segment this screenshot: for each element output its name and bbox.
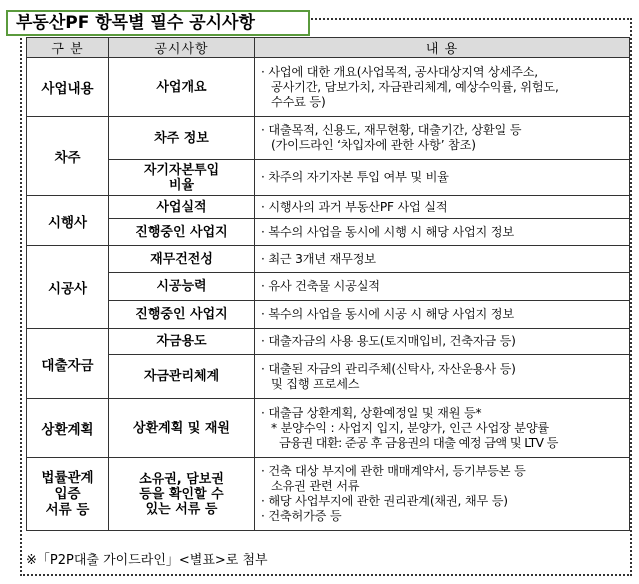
page-title: 부동산PF 항목별 필수 공시사항 [6,10,310,36]
item-cell: 차주 정보 [109,117,255,160]
content-line: · 건축 대상 부지에 관한 매매계약서, 등기부등본 등 [261,464,526,478]
content-line: · 대출목적, 신용도, 재무현황, 대출기간, 상환일 등 [261,123,522,137]
table-row [27,246,630,273]
content-line: · 건축허가증 등 [261,509,342,523]
header-category: 구 분 [27,38,109,58]
item-line: 등을 확인할 수 [139,486,224,502]
content-line: · 유사 건축물 시공실적 [261,279,380,293]
item-cell: 자금관리체계 [109,355,255,399]
item-cell: 재무건전성 [109,246,255,273]
category-cell: 시행사 [27,196,109,246]
content-cell [255,196,630,219]
header-content: 내 용 [255,38,630,58]
content-line: 및 집행 프로세스 [271,376,360,391]
content-line: 소유권 관련 서류 [271,479,360,493]
content-cell [255,355,630,399]
content-line: · 대출된 자금의 관리주체(신탁사, 자산운용사 등) [261,361,516,376]
table-row [27,196,630,219]
table-row [27,399,630,458]
item-cell: 사업실적 [109,196,255,219]
content-cell [255,399,630,458]
content-line: 수수료 등) [271,94,326,109]
content-cell [255,329,630,355]
content-cell [255,58,630,117]
table-row [27,458,630,531]
content-cell [255,273,630,301]
header-item: 공시사항 [109,38,255,58]
content-cell [255,219,630,246]
content-line: · 시행사의 과거 부동산PF 사업 실적 [261,199,448,214]
category-cell: 차주 [27,117,109,196]
category-cell [27,458,109,531]
content-line: 공사기간, 담보가치, 자금관리체계, 예상수익률, 위험도, [271,79,559,94]
item-cell: 상환계획 및 재원 [109,399,255,458]
item-cell: 진행중인 사업지 [109,219,255,246]
item-line: 있는 서류 등 [145,501,218,517]
content-line: 금융권 대환: 준공 후 금융권의 대출 예정 금액 및 LTV 등 [279,435,558,450]
footnote: ※「P2P대출 가이드라인」<별표>로 첨부 [26,553,268,568]
table-row [27,273,630,301]
content-line: · 사업에 대한 개요(사업목적, 공사대상지역 상세주소, [261,64,538,79]
table-row [27,117,630,160]
content-cell [255,301,630,329]
content-line: · 해당 사업부지에 관한 권리관계(채권, 채무 등) [261,494,508,508]
item-cell: 자금용도 [109,329,255,355]
table-row [27,329,630,355]
content-line: · 최근 3개년 재무정보 [261,251,376,266]
content-line: * 분양수익 : 사업지 입지, 분양가, 인근 사업장 분양률 [271,420,550,435]
content-line: · 복수의 사업을 동시에 시행 시 해당 사업지 정보 [261,224,514,239]
item-cell: 시공능력 [109,273,255,301]
category-line: 입증 [54,486,81,502]
table-row [27,301,630,329]
table-row [27,58,630,117]
item-cell: 사업개요 [109,58,255,117]
item-cell: 진행중인 사업지 [109,301,255,329]
category-line: 서류 등 [45,502,90,518]
table-row [27,160,630,196]
content-cell [255,160,630,196]
item-line: 자기자본투입 [143,162,220,178]
content-cell [255,458,630,531]
content-line: · 차주의 자기자본 투입 여부 및 비율 [261,170,449,184]
category-cell: 시공사 [27,246,109,329]
category-cell: 대출자금 [27,329,109,399]
item-line: 비율 [168,177,195,193]
content-line: · 대출금 상환계획, 상환예정일 및 재원 등* [261,405,482,420]
category-cell: 상환계획 [27,399,109,458]
category-line: 법률관계 [41,470,94,486]
content-line: (가이드라인 ‘차입자에 관한 사항’ 참조) [271,138,476,152]
table-row [27,219,630,246]
content-cell [255,117,630,160]
content-line: · 대출자금의 사용 용도(토지매입비, 건축자금 등) [261,334,516,348]
content-line: · 복수의 사업을 동시에 시공 시 해당 사업지 정보 [261,307,514,321]
content-cell [255,246,630,273]
item-cell [109,160,255,196]
table-row [27,355,630,399]
disclosure-table [26,37,630,531]
category-cell: 사업내용 [27,58,109,117]
table-header-row [27,38,630,58]
item-line: 소유권, 담보권 [139,471,224,487]
item-cell [109,458,255,531]
